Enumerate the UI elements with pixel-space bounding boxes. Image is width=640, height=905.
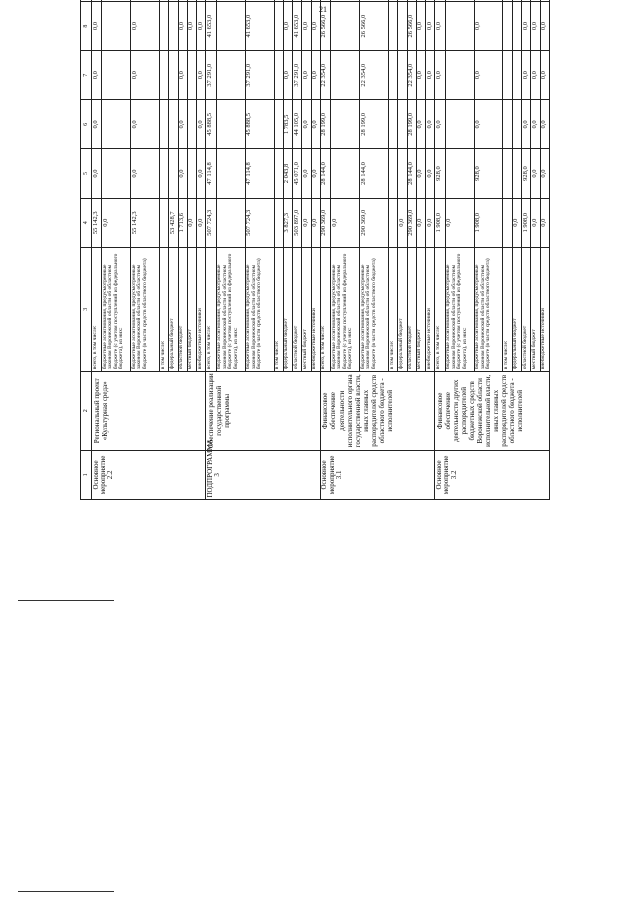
- amount-cell: 45 888,5: [245, 100, 274, 149]
- amount-cell: 0,0: [131, 51, 160, 100]
- amount-cell: 0,0: [531, 1, 540, 50]
- funding-source-label: всего, в том числе:: [435, 247, 445, 371]
- amount-cell: 47 114,8: [245, 149, 274, 198]
- amount-cell: [398, 100, 407, 149]
- amount-cell: 0,0: [426, 1, 435, 50]
- amount-cell: 0,0: [178, 1, 187, 50]
- amount-cell: 2 043,8: [283, 149, 292, 198]
- funding-source-label: бюджетные ассигнования, предусмотренные законом Воронежской области об областном бюджете (в части средств областного бюджета): [360, 247, 389, 371]
- amount-cell: [187, 51, 196, 100]
- amount-cell: [331, 100, 360, 149]
- amount-cell: 1 908,0: [522, 198, 531, 247]
- funding-source-label: в том числе:: [503, 247, 512, 371]
- amount-cell: [197, 0, 206, 1]
- amount-cell: 1 713,6: [178, 198, 187, 247]
- amount-cell: [398, 1, 407, 50]
- section-status-cell: Основное мероприятие 3.2: [435, 450, 550, 499]
- column-number-row: [81, 0, 92, 500]
- amount-cell: 28 199,0: [320, 100, 330, 149]
- amount-cell: 0,0: [92, 149, 102, 198]
- amount-cell: [389, 0, 398, 1]
- amount-cell: 0,0: [178, 149, 187, 198]
- amount-cell: [445, 149, 474, 198]
- amount-cell: [512, 149, 521, 198]
- amount-cell: 55 142,3: [131, 198, 160, 247]
- amount-cell: 0,0: [102, 198, 131, 247]
- amount-cell: 290 369,0: [360, 198, 389, 247]
- amount-cell: 0,0: [435, 100, 445, 149]
- amount-cell: [102, 0, 131, 1]
- amount-cell: 41 653,0: [206, 1, 216, 50]
- amount-cell: 0,0: [522, 1, 531, 50]
- amount-cell: 1 908,0: [474, 198, 503, 247]
- amount-cell: [216, 51, 245, 100]
- amount-cell: [178, 0, 187, 1]
- amount-cell: 0,0: [311, 198, 320, 247]
- amount-cell: [445, 51, 474, 100]
- amount-cell: 22 354,0: [360, 51, 389, 100]
- amount-cell: 0,0: [197, 149, 206, 198]
- amount-cell: 0,0: [92, 100, 102, 149]
- amount-cell: 0,0: [435, 51, 445, 100]
- funding-source-label: федеральный бюджет: [169, 247, 178, 371]
- funding-source-label: областной бюджет: [407, 247, 416, 371]
- amount-cell: 28 199,0: [360, 100, 389, 149]
- amount-cell: 1 783,5: [283, 100, 292, 149]
- funding-source-label: федеральный бюджет: [283, 247, 292, 371]
- amount-cell: 0,0: [445, 198, 474, 247]
- amount-cell: 0,0: [416, 51, 425, 100]
- amount-cell: [187, 149, 196, 198]
- funding-source-label: в том числе:: [389, 247, 398, 371]
- amount-cell: 0,0: [531, 51, 540, 100]
- amount-cell: 0,0: [398, 198, 407, 247]
- amount-cell: [102, 1, 131, 50]
- amount-cell: [360, 0, 389, 1]
- amount-cell: [274, 149, 283, 198]
- amount-cell: [389, 51, 398, 100]
- funding-source-label: внебюджетные источники: [426, 247, 435, 371]
- amount-cell: 0,0: [131, 100, 160, 149]
- amount-cell: 0,0: [416, 198, 425, 247]
- amount-cell: 0,0: [531, 149, 540, 198]
- amount-cell: 0,0: [131, 1, 160, 50]
- amount-cell: [160, 1, 169, 50]
- amount-cell: [512, 51, 521, 100]
- amount-cell: 47 114,8: [206, 149, 216, 198]
- funding-source-label: областной бюджет: [293, 247, 302, 371]
- amount-cell: [245, 0, 274, 1]
- amount-cell: [160, 149, 169, 198]
- table-body: [92, 0, 550, 500]
- amount-cell: 28 199,0: [407, 100, 416, 149]
- amount-cell: 41 653,0: [245, 1, 274, 50]
- funding-source-label: местный бюджет: [302, 247, 311, 371]
- column-number: 5: [81, 149, 92, 198]
- amount-cell: 53 428,7: [169, 198, 178, 247]
- amount-cell: [102, 149, 131, 198]
- amount-cell: [102, 100, 131, 149]
- amount-cell: 28 144,0: [407, 149, 416, 198]
- amount-cell: [398, 149, 407, 198]
- amount-cell: 0,0: [283, 51, 292, 100]
- amount-cell: 1 908,0: [435, 198, 445, 247]
- amount-cell: 0,0: [178, 100, 187, 149]
- amount-cell: [293, 0, 302, 1]
- amount-cell: 0,0: [197, 198, 206, 247]
- amount-cell: [512, 1, 521, 50]
- funding-source-label: внебюджетные источники: [311, 247, 320, 371]
- amount-cell: 0,0: [178, 51, 187, 100]
- amount-cell: 0,0: [187, 198, 196, 247]
- amount-cell: [160, 51, 169, 100]
- amount-cell: [445, 1, 474, 50]
- amount-cell: [512, 0, 521, 1]
- amount-cell: 0,0: [540, 198, 549, 247]
- amount-cell: [216, 100, 245, 149]
- amount-cell: [407, 0, 416, 1]
- amount-cell: 26 566,0: [320, 1, 330, 50]
- funding-source-label: областной бюджет: [522, 247, 531, 371]
- amount-cell: 0,0: [531, 100, 540, 149]
- amount-cell: 0,0: [540, 51, 549, 100]
- amount-cell: 0,0: [512, 198, 521, 247]
- amount-cell: [426, 0, 435, 1]
- amount-cell: [398, 51, 407, 100]
- amount-cell: [389, 198, 398, 247]
- amount-cell: [187, 100, 196, 149]
- amount-cell: [320, 0, 330, 1]
- table-row: [206, 0, 216, 500]
- amount-cell: 3 827,3: [283, 198, 292, 247]
- margin-rule-lower: [18, 891, 114, 892]
- amount-cell: 0,0: [302, 100, 311, 149]
- column-number: 3: [81, 247, 92, 371]
- amount-cell: 507 724,3: [206, 198, 216, 247]
- amount-cell: 26 566,0: [360, 1, 389, 50]
- amount-cell: [216, 149, 245, 198]
- amount-cell: 26 566,0: [407, 1, 416, 50]
- amount-cell: 928,0: [474, 149, 503, 198]
- amount-cell: [331, 149, 360, 198]
- page-number: 21: [319, 5, 327, 14]
- amount-cell: [216, 198, 245, 247]
- budget-table: [80, 0, 550, 500]
- funding-source-label: федеральный бюджет: [512, 247, 521, 371]
- column-number: 8: [81, 1, 92, 50]
- amount-cell: 37 291,0: [293, 51, 302, 100]
- amount-cell: [283, 0, 292, 1]
- amount-cell: 0,0: [92, 1, 102, 50]
- amount-cell: [216, 0, 245, 1]
- funding-source-label: в том числе:: [274, 247, 283, 371]
- section-status-cell: Основное мероприятие 3.1: [320, 450, 434, 499]
- amount-cell: 45 071,0: [293, 149, 302, 198]
- amount-cell: [503, 198, 512, 247]
- funding-source-label: в том числе:: [160, 247, 169, 371]
- amount-cell: 0,0: [426, 51, 435, 100]
- amount-cell: 290 369,0: [407, 198, 416, 247]
- amount-cell: 0,0: [531, 198, 540, 247]
- funding-source-label: внебюджетные источники: [540, 247, 549, 371]
- table-row: [435, 0, 445, 500]
- amount-cell: 0,0: [474, 51, 503, 100]
- amount-cell: [169, 1, 178, 50]
- amount-cell: 0,0: [283, 1, 292, 50]
- amount-cell: 0,0: [302, 1, 311, 50]
- amount-cell: 0,0: [311, 51, 320, 100]
- amount-cell: [274, 100, 283, 149]
- amount-cell: 0,0: [302, 149, 311, 198]
- amount-cell: 290 369,0: [320, 198, 330, 247]
- funding-source-label: местный бюджет: [531, 247, 540, 371]
- amount-cell: [169, 51, 178, 100]
- funding-source-label: федеральный бюджет: [398, 247, 407, 371]
- amount-cell: 928,0: [522, 149, 531, 198]
- funding-source-label: всего, в том числе:: [206, 247, 216, 371]
- section-title-cell: Обеспечение реализации государственной программы: [206, 371, 320, 450]
- amount-cell: [503, 1, 512, 50]
- amount-cell: [102, 51, 131, 100]
- amount-cell: [274, 1, 283, 50]
- column-number: 6: [81, 100, 92, 149]
- section-title-cell: Финансовое обеспечение деятельности других распорядителей бюджетных средств Воронежской области исполнительной власти, иных главных распорядителей средств областного бюджета - исполнителей: [435, 371, 550, 450]
- amount-cell: 0,0: [540, 149, 549, 198]
- amount-cell: [274, 198, 283, 247]
- amount-cell: [331, 1, 360, 50]
- amount-cell: 44 105,0: [293, 100, 302, 149]
- amount-cell: [389, 100, 398, 149]
- amount-cell: [445, 0, 474, 1]
- funding-source-label: бюджетные ассигнования, предусмотренные законом Воронежской области об областном бюджете (в части средств областного бюджета): [131, 247, 160, 371]
- section-status-cell: Основное мероприятие 2.2: [92, 450, 206, 499]
- amount-cell: 0,0: [540, 100, 549, 149]
- amount-cell: 0,0: [426, 149, 435, 198]
- amount-cell: [206, 0, 216, 1]
- amount-cell: 28 144,0: [320, 149, 330, 198]
- amount-cell: 0,0: [416, 100, 425, 149]
- amount-cell: [416, 0, 425, 1]
- table-row: [92, 0, 102, 500]
- column-number: 7: [81, 51, 92, 100]
- amount-cell: [512, 100, 521, 149]
- amount-cell: [169, 149, 178, 198]
- amount-cell: [160, 100, 169, 149]
- amount-cell: [92, 0, 102, 1]
- amount-cell: [389, 149, 398, 198]
- amount-cell: 0,0: [416, 1, 425, 50]
- amount-cell: 0,0: [474, 100, 503, 149]
- amount-cell: [160, 0, 169, 1]
- amount-cell: [274, 51, 283, 100]
- amount-cell: 0,0: [522, 51, 531, 100]
- amount-cell: [302, 0, 311, 1]
- amount-cell: [503, 100, 512, 149]
- amount-cell: [331, 51, 360, 100]
- amount-cell: 0,0: [302, 198, 311, 247]
- amount-cell: [531, 0, 540, 1]
- amount-cell: [131, 0, 160, 1]
- amount-cell: [398, 0, 407, 1]
- amount-cell: [435, 0, 445, 1]
- amount-cell: 37 291,0: [245, 51, 274, 100]
- amount-cell: 41 653,0: [293, 1, 302, 50]
- amount-cell: 45 888,5: [206, 100, 216, 149]
- amount-cell: 0,0: [311, 149, 320, 198]
- amount-cell: 0,0: [540, 1, 549, 50]
- column-number: 1: [81, 450, 92, 499]
- amount-cell: [503, 51, 512, 100]
- section-title-cell: Региональный проект «Культурная среда»: [92, 371, 206, 450]
- amount-cell: [474, 0, 503, 1]
- column-number: [81, 0, 92, 1]
- funding-source-label: всего, в том числе:: [92, 247, 102, 371]
- column-number: 4: [81, 198, 92, 247]
- amount-cell: 22 354,0: [407, 51, 416, 100]
- amount-cell: 507 724,3: [245, 198, 274, 247]
- amount-cell: 37 291,0: [206, 51, 216, 100]
- funding-source-label: всего, в том числе:: [320, 247, 330, 371]
- funding-source-label: бюджетные ассигнования, предусмотренные законом Воронежской области об областном бюджете (с учетом поступлений из федерального бюджета), из них:: [445, 247, 474, 371]
- amount-cell: 0,0: [92, 51, 102, 100]
- amount-cell: [445, 100, 474, 149]
- amount-cell: [503, 149, 512, 198]
- funding-source-label: бюджетные ассигнования, предусмотренные законом Воронежской области об областном бюджете (в части средств областного бюджета): [474, 247, 503, 371]
- amount-cell: 0,0: [435, 1, 445, 50]
- amount-cell: [160, 198, 169, 247]
- amount-cell: 28 144,0: [360, 149, 389, 198]
- amount-cell: [216, 1, 245, 50]
- amount-cell: 0,0: [197, 100, 206, 149]
- funding-source-label: бюджетные ассигнования, предусмотренные законом Воронежской области об областном бюджете (с учетом поступлений из федерального бюджета), из них:: [331, 247, 360, 371]
- amount-cell: [389, 1, 398, 50]
- amount-cell: 0,0: [426, 198, 435, 247]
- amount-cell: 0,0: [197, 1, 206, 50]
- amount-cell: [169, 0, 178, 1]
- table-row: [320, 0, 330, 500]
- section-status-cell: ПОДПРОГРАММА 3: [206, 450, 320, 499]
- amount-cell: 0,0: [187, 1, 196, 50]
- funding-source-label: бюджетные ассигнования, предусмотренные законом Воронежской области об областном бюджете (с учетом поступлений из федерального бюджета), из них:: [102, 247, 131, 371]
- amount-cell: 0,0: [311, 1, 320, 50]
- amount-cell: [187, 0, 196, 1]
- amount-cell: 0,0: [426, 100, 435, 149]
- amount-cell: [311, 0, 320, 1]
- rotated-table-area: [80, 14, 550, 885]
- amount-cell: [331, 0, 360, 1]
- column-number: 2: [81, 371, 92, 450]
- funding-source-label: областной бюджет: [178, 247, 187, 371]
- amount-cell: [522, 0, 531, 1]
- amount-cell: [540, 0, 549, 1]
- amount-cell: 928,0: [435, 149, 445, 198]
- amount-cell: 0,0: [311, 100, 320, 149]
- amount-cell: [169, 100, 178, 149]
- amount-cell: 0,0: [416, 149, 425, 198]
- amount-cell: 0,0: [197, 51, 206, 100]
- amount-cell: 0,0: [131, 149, 160, 198]
- amount-cell: 0,0: [302, 51, 311, 100]
- amount-cell: 0,0: [474, 1, 503, 50]
- funding-source-label: бюджетные ассигнования, предусмотренные законом Воронежской области об областном бюджете (в части средств областного бюджета): [245, 247, 274, 371]
- amount-cell: [503, 0, 512, 1]
- amount-cell: 55 142,3: [92, 198, 102, 247]
- amount-cell: 0,0: [331, 198, 360, 247]
- funding-source-label: местный бюджет: [416, 247, 425, 371]
- amount-cell: [274, 0, 283, 1]
- funding-source-label: местный бюджет: [187, 247, 196, 371]
- amount-cell: 22 354,0: [320, 51, 330, 100]
- amount-cell: 0,0: [522, 100, 531, 149]
- funding-source-label: внебюджетные источники: [197, 247, 206, 371]
- amount-cell: 503 897,0: [293, 198, 302, 247]
- section-title-cell: Финансовое обеспечение деятельности исполнительного органа государственной власти, иных главных распорядителей средств областного бюджета - исполнителей: [320, 371, 434, 450]
- funding-source-label: бюджетные ассигнования, предусмотренные законом Воронежской области об областном бюджете (с учетом поступлений из федерального бюджета), из них:: [216, 247, 245, 371]
